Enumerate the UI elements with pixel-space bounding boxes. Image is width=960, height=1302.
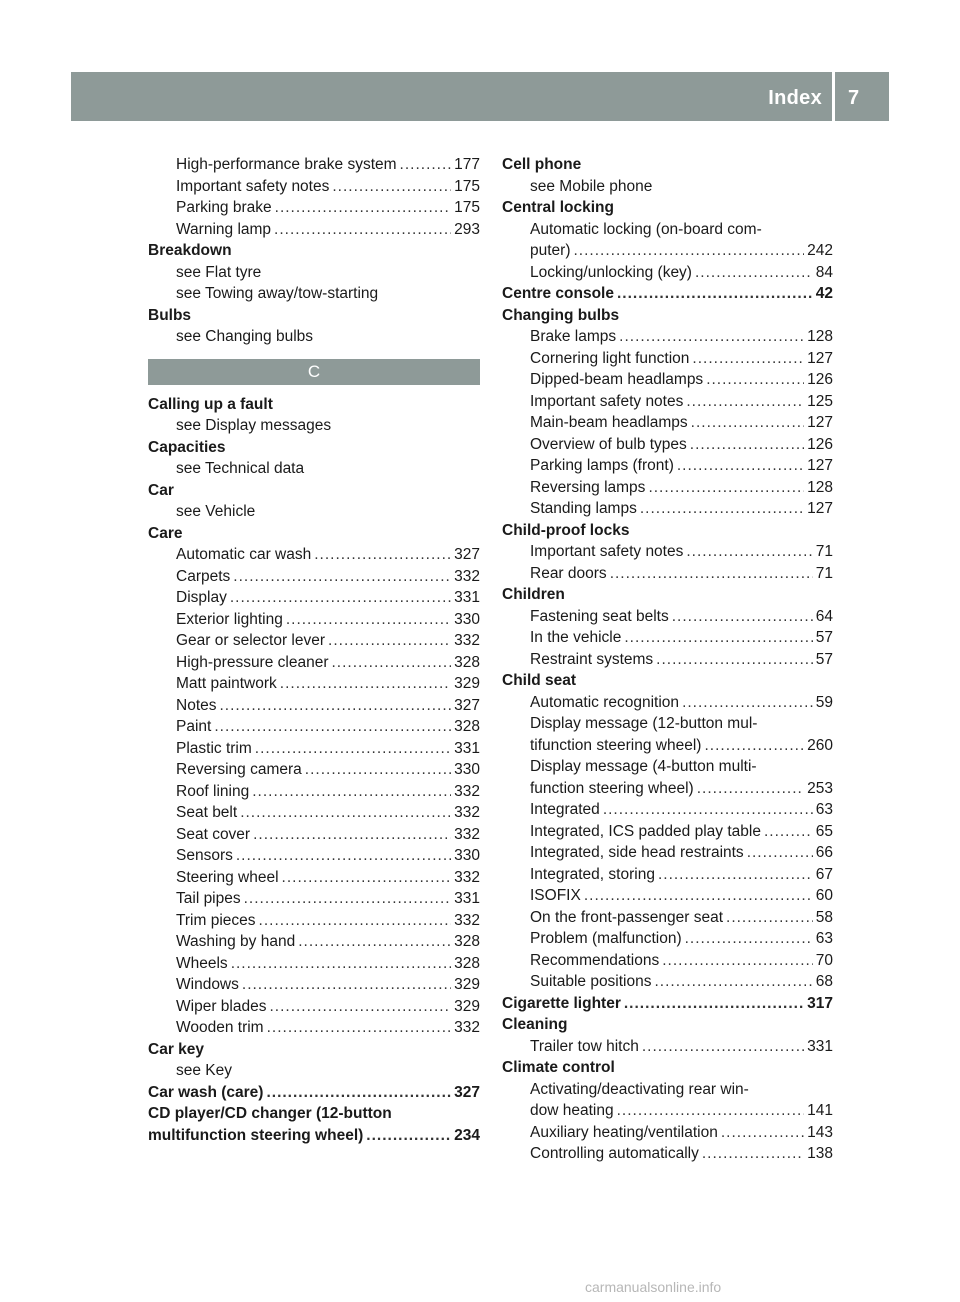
index-column-right xyxy=(502,154,833,1165)
page-reference[interactable]: 330 xyxy=(454,847,480,864)
page-reference[interactable]: 141 xyxy=(807,1102,833,1119)
dot-leader xyxy=(624,993,804,1015)
index-subentry: see Towing away/tow-starting xyxy=(176,285,379,302)
entry-label: Integrated xyxy=(530,801,600,818)
dot-leader xyxy=(242,974,451,996)
page-reference[interactable]: 127 xyxy=(807,457,833,474)
index-subentry[interactable] xyxy=(148,544,480,566)
entry-label: On the front-passenger seat xyxy=(530,908,724,926)
dot-leader xyxy=(280,673,451,695)
dot-leader xyxy=(267,1017,452,1039)
page-reference[interactable]: 332 xyxy=(454,632,480,649)
entry-label: Important safety notes xyxy=(530,543,684,560)
dot-leader xyxy=(658,864,813,886)
index-heading: Climate control xyxy=(502,1059,615,1076)
entry-label: Wheels xyxy=(176,954,228,972)
dot-leader xyxy=(244,888,452,910)
dot-leader xyxy=(747,842,813,864)
entry-label: Display xyxy=(176,589,227,606)
page-reference[interactable]: 42 xyxy=(815,285,833,302)
index-subentry[interactable] xyxy=(148,587,480,609)
dot-leader xyxy=(655,971,813,993)
page-reference[interactable]: 328 xyxy=(454,933,480,950)
page-reference[interactable]: 329 xyxy=(454,997,480,1015)
index-subentry: see Changing bulbs xyxy=(176,328,314,345)
dot-leader xyxy=(617,1100,805,1122)
entry-label: Seat belt xyxy=(176,804,238,821)
index-subentry[interactable] xyxy=(502,821,833,843)
dot-leader xyxy=(686,391,804,413)
dot-leader xyxy=(721,1122,804,1144)
entry-label: multifunction steering wheel) xyxy=(148,1126,364,1144)
index-subentry[interactable] xyxy=(148,910,480,932)
page-reference[interactable]: 331 xyxy=(454,890,480,907)
dot-leader xyxy=(704,735,804,757)
dot-leader xyxy=(314,544,451,566)
index-heading: Child-proof locks xyxy=(502,521,630,539)
index-subentry[interactable] xyxy=(148,931,480,953)
entry-label: In the vehicle xyxy=(530,629,622,646)
index-subentry[interactable] xyxy=(502,950,833,972)
page-reference[interactable]: 332 xyxy=(454,1019,480,1036)
entry-label: Steering wheel xyxy=(176,868,279,886)
index-subentry[interactable] xyxy=(148,630,480,652)
index-subentry[interactable] xyxy=(502,1036,833,1058)
entry-label: Cigarette lighter xyxy=(502,994,621,1012)
dot-leader xyxy=(692,348,804,370)
page-reference[interactable]: 330 xyxy=(454,610,480,628)
page-reference[interactable]: 332 xyxy=(454,567,480,585)
dot-leader xyxy=(695,262,813,284)
index-heading[interactable] xyxy=(148,1125,480,1147)
page-reference[interactable]: 332 xyxy=(454,804,480,821)
entry-label: Plastic trim xyxy=(176,739,252,757)
index-heading: Car xyxy=(148,481,174,499)
index-subentry: see Display messages xyxy=(176,417,332,434)
index-subentry[interactable] xyxy=(502,1122,833,1144)
entry-label: tifunction steering wheel) xyxy=(530,736,702,754)
dot-leader xyxy=(648,477,804,499)
index-subentry: see Technical data xyxy=(176,460,305,477)
dot-leader xyxy=(691,412,804,434)
page-reference[interactable]: 175 xyxy=(454,177,480,195)
entry-label: Overview of bulb types xyxy=(530,435,687,453)
dot-leader xyxy=(220,695,452,717)
page-reference[interactable]: 127 xyxy=(807,414,833,431)
page-reference[interactable]: 327 xyxy=(454,1083,480,1101)
entry-label: Standing lamps xyxy=(530,500,637,517)
index-subentry[interactable] xyxy=(502,369,833,391)
dot-leader xyxy=(764,821,813,843)
dot-leader xyxy=(230,587,451,609)
page-reference[interactable]: 71 xyxy=(815,543,833,560)
index-subentry[interactable] xyxy=(148,867,480,889)
entry-label: Gear or selector lever xyxy=(176,632,326,649)
dot-leader xyxy=(298,931,451,953)
index-subentry[interactable] xyxy=(502,477,833,499)
page-reference[interactable]: 293 xyxy=(454,220,480,238)
entry-label: Warning lamp xyxy=(176,220,272,238)
entry-label: Washing by hand xyxy=(176,933,296,950)
dot-leader xyxy=(640,498,804,520)
page-reference[interactable]: 63 xyxy=(815,930,833,947)
index-heading: Care xyxy=(148,524,183,542)
index-subentry[interactable] xyxy=(148,695,480,717)
page-reference[interactable]: 331 xyxy=(454,589,480,606)
page-title: Index xyxy=(768,87,822,109)
index-subentry[interactable] xyxy=(148,566,480,588)
entry-label: Cornering light function xyxy=(530,349,690,367)
entry-label: Important safety notes xyxy=(176,177,330,195)
entry-label: Wooden trim xyxy=(176,1019,264,1036)
page-reference[interactable]: 127 xyxy=(807,349,833,367)
page-reference[interactable]: 143 xyxy=(807,1123,833,1141)
entry-label: Trailer tow hitch xyxy=(530,1037,639,1055)
index-heading: Cell phone xyxy=(502,156,582,173)
dot-leader xyxy=(252,781,451,803)
dot-leader xyxy=(259,910,452,932)
index-heading: Cleaning xyxy=(502,1016,568,1033)
index-heading: Capacities xyxy=(148,438,226,456)
dot-leader xyxy=(305,759,451,781)
index-subentry[interactable] xyxy=(502,627,833,649)
index-heading: Bulbs xyxy=(148,306,192,324)
page-reference[interactable]: 126 xyxy=(807,371,833,388)
entry-label: Notes xyxy=(176,696,217,714)
entry-label: Recommendations xyxy=(530,951,660,969)
page-reference[interactable]: 70 xyxy=(815,951,833,969)
dot-leader xyxy=(240,802,451,824)
index-subentry[interactable] xyxy=(148,652,480,674)
index-subentry[interactable] xyxy=(502,907,833,929)
entry-label: Matt paintwork xyxy=(176,675,277,692)
index-subentry: see Mobile phone xyxy=(530,177,653,195)
dot-leader xyxy=(624,627,812,649)
dot-leader xyxy=(253,824,451,846)
dot-leader xyxy=(617,283,813,305)
entry-label: Carpets xyxy=(176,567,231,585)
index-heading: CD player/CD changer (12-button xyxy=(148,1105,392,1122)
page-reference[interactable]: 242 xyxy=(807,242,833,259)
page-reference[interactable]: 328 xyxy=(454,653,480,671)
dot-leader xyxy=(690,434,804,456)
index-heading: Changing bulbs xyxy=(502,306,620,324)
page-reference[interactable]: 127 xyxy=(807,500,833,517)
index-subentry[interactable] xyxy=(148,996,480,1018)
entry-label: High-pressure cleaner xyxy=(176,653,329,671)
page-reference[interactable]: 260 xyxy=(807,736,833,754)
dot-leader xyxy=(214,716,451,738)
dot-leader xyxy=(255,738,451,760)
entry-label: Important safety notes xyxy=(530,392,684,410)
page-reference[interactable]: 67 xyxy=(815,865,833,883)
dot-leader xyxy=(603,799,813,821)
entry-label: Automatic recognition xyxy=(530,693,680,711)
index-subentry[interactable] xyxy=(148,802,480,824)
entry-label: Windows xyxy=(176,976,239,993)
dot-leader xyxy=(677,455,804,477)
entry-label: Reversing camera xyxy=(176,761,302,778)
page-reference[interactable]: 59 xyxy=(815,693,833,711)
page-reference[interactable]: 332 xyxy=(454,825,480,843)
index-subentry[interactable] xyxy=(502,1100,833,1122)
page-reference[interactable]: 84 xyxy=(815,263,833,281)
index-subentry[interactable] xyxy=(502,864,833,886)
dot-leader xyxy=(328,630,451,652)
header-divider xyxy=(832,72,835,121)
index-subentry[interactable] xyxy=(502,799,833,821)
index-subentry[interactable] xyxy=(502,971,833,993)
dot-leader xyxy=(656,649,813,671)
dot-leader xyxy=(269,996,451,1018)
index-subentry[interactable] xyxy=(502,326,833,348)
page-reference[interactable]: 331 xyxy=(807,1037,833,1055)
entry-label: High-performance brake system xyxy=(176,156,397,173)
index-heading[interactable] xyxy=(502,283,833,305)
page-reference[interactable]: 328 xyxy=(454,718,480,735)
entry-label: Integrated, storing xyxy=(530,865,655,883)
entry-label: Integrated, side head restraints xyxy=(530,844,744,861)
page-reference[interactable]: 253 xyxy=(807,779,833,797)
page-reference[interactable]: 329 xyxy=(454,675,480,692)
entry-label: Trim pieces xyxy=(176,911,256,929)
index-subentry[interactable] xyxy=(502,692,833,714)
page-reference[interactable]: 317 xyxy=(807,994,833,1012)
dot-leader xyxy=(610,563,813,585)
index-subentry: see Vehicle xyxy=(176,503,256,520)
page-reference[interactable]: 126 xyxy=(807,435,833,453)
page-reference[interactable]: 65 xyxy=(815,822,833,840)
entry-label: Suitable positions xyxy=(530,973,652,990)
dot-leader xyxy=(686,541,812,563)
index-subentry[interactable] xyxy=(502,262,833,284)
page-reference[interactable]: 57 xyxy=(815,650,833,668)
entry-label: Rear doors xyxy=(530,564,607,582)
entry-label: puter) xyxy=(530,242,571,259)
index-subentry: see Key xyxy=(176,1062,233,1079)
entry-label: Restraint systems xyxy=(530,650,654,668)
entry-label: Roof lining xyxy=(176,782,250,800)
index-subentry[interactable] xyxy=(502,649,833,671)
entry-label: Exterior lighting xyxy=(176,610,283,628)
dot-leader xyxy=(672,606,813,628)
dot-leader xyxy=(332,652,452,674)
index-subentry: Display message (4-button multi- xyxy=(530,758,757,775)
index-heading[interactable] xyxy=(148,1082,480,1104)
dot-leader xyxy=(706,369,804,391)
index-subentry[interactable] xyxy=(148,845,480,867)
entry-label: Locking/unlocking (key) xyxy=(530,263,692,281)
dot-leader xyxy=(619,326,804,348)
entry-label: Tail pipes xyxy=(176,890,241,907)
dot-leader xyxy=(231,953,451,975)
index-subentry[interactable] xyxy=(502,1143,833,1165)
index-subentry: see Flat tyre xyxy=(176,263,262,281)
page-reference[interactable]: 332 xyxy=(454,911,480,929)
index-subentry[interactable] xyxy=(148,219,480,241)
entry-label: Integrated, ICS padded play table xyxy=(530,822,761,840)
index-subentry[interactable] xyxy=(502,842,833,864)
index-subentry[interactable] xyxy=(148,824,480,846)
dot-leader xyxy=(584,885,813,907)
index-subentry[interactable] xyxy=(502,455,833,477)
page-reference[interactable]: 63 xyxy=(815,801,833,818)
page-reference[interactable]: 328 xyxy=(454,954,480,972)
page-reference[interactable]: 332 xyxy=(454,868,480,886)
dot-leader xyxy=(400,154,452,176)
page-reference[interactable]: 331 xyxy=(454,739,480,757)
index-subentry[interactable] xyxy=(148,738,480,760)
index-subentry[interactable] xyxy=(502,928,833,950)
dot-leader xyxy=(697,778,804,800)
dot-leader xyxy=(332,176,451,198)
dot-leader xyxy=(282,867,452,889)
index-subentry[interactable] xyxy=(148,197,480,219)
entry-label: Seat cover xyxy=(176,825,251,843)
entry-label: Parking lamps (front) xyxy=(530,457,674,474)
page-reference[interactable]: 57 xyxy=(815,629,833,646)
index-subentry[interactable] xyxy=(502,541,833,563)
page-reference[interactable]: 330 xyxy=(454,761,480,778)
dot-leader xyxy=(286,609,451,631)
dot-leader xyxy=(682,692,813,714)
page-reference[interactable]: 329 xyxy=(454,976,480,993)
page-reference[interactable]: 332 xyxy=(454,782,480,800)
entry-label: Dipped-beam headlamps xyxy=(530,371,704,388)
entry-label: Fastening seat belts xyxy=(530,607,669,625)
page-reference[interactable]: 64 xyxy=(815,607,833,625)
page-reference[interactable]: 68 xyxy=(815,973,833,990)
index-subentry[interactable] xyxy=(148,716,480,738)
entry-label: Sensors xyxy=(176,847,233,864)
entry-label: ISOFIX xyxy=(530,887,581,904)
page-reference[interactable]: 71 xyxy=(815,564,833,582)
index-heading: Central locking xyxy=(502,199,614,216)
index-subentry[interactable] xyxy=(148,609,480,631)
page-number: 7 xyxy=(848,87,860,109)
entry-label: Main-beam headlamps xyxy=(530,414,688,431)
index-subentry[interactable] xyxy=(502,240,833,262)
index-subentry[interactable] xyxy=(148,176,480,198)
page-reference[interactable]: 327 xyxy=(454,696,480,714)
index-column-left xyxy=(148,154,480,1146)
entry-label: Problem (malfunction) xyxy=(530,930,682,947)
index-subentry: Automatic locking (on-board com- xyxy=(530,220,762,238)
index-subentry[interactable] xyxy=(148,974,480,996)
index-subentry[interactable] xyxy=(502,778,833,800)
page-reference[interactable]: 175 xyxy=(454,199,480,216)
entry-label: Paint xyxy=(176,718,212,735)
page-reference[interactable]: 128 xyxy=(807,478,833,496)
entry-label: Centre console xyxy=(502,285,614,302)
page-reference[interactable]: 60 xyxy=(815,887,833,904)
dot-leader xyxy=(574,240,805,262)
index-subentry[interactable] xyxy=(148,673,480,695)
index-subentry[interactable] xyxy=(502,563,833,585)
index-subentry: Display message (12-button mul- xyxy=(530,715,758,732)
index-heading: Breakdown xyxy=(148,242,232,259)
dot-leader xyxy=(702,1143,804,1165)
dot-leader xyxy=(274,219,451,241)
index-subentry[interactable] xyxy=(502,434,833,456)
page-reference[interactable]: 234 xyxy=(454,1126,480,1144)
page-reference[interactable]: 327 xyxy=(454,546,480,563)
page-reference[interactable]: 58 xyxy=(815,908,833,926)
page-reference[interactable]: 177 xyxy=(454,156,480,173)
entry-label: dow heating xyxy=(530,1102,614,1119)
index-subentry[interactable] xyxy=(148,154,480,176)
index-heading: Calling up a fault xyxy=(148,395,273,413)
index-subentry[interactable] xyxy=(502,391,833,413)
dot-leader xyxy=(236,845,451,867)
dot-leader xyxy=(275,197,451,219)
dot-leader xyxy=(366,1125,451,1147)
watermark-text: carmanualsonline.info xyxy=(585,1279,722,1295)
entry-label: Auxiliary heating/ventilation xyxy=(530,1123,718,1141)
index-subentry[interactable] xyxy=(502,885,833,907)
index-heading: Car key xyxy=(148,1040,205,1058)
section-letter-bar: C xyxy=(148,359,480,385)
entry-label: Car wash (care) xyxy=(148,1083,264,1101)
index-subentry[interactable] xyxy=(502,348,833,370)
entry-label: function steering wheel) xyxy=(530,779,694,797)
entry-label: Parking brake xyxy=(176,199,272,216)
index-subentry: Activating/deactivating rear win- xyxy=(530,1080,749,1098)
dot-leader xyxy=(266,1082,451,1104)
dot-leader xyxy=(662,950,813,972)
index-subentry[interactable] xyxy=(148,953,480,975)
entry-label: Automatic car wash xyxy=(176,546,312,563)
index-heading: Children xyxy=(502,586,565,603)
entry-label: Controlling automatically xyxy=(530,1145,699,1162)
page-reference[interactable]: 66 xyxy=(815,844,833,861)
index-subentry[interactable] xyxy=(148,1017,480,1039)
entry-label: Reversing lamps xyxy=(530,478,646,496)
page-reference[interactable]: 125 xyxy=(807,392,833,410)
entry-label: Brake lamps xyxy=(530,328,617,345)
dot-leader xyxy=(233,566,451,588)
index-subentry[interactable] xyxy=(148,888,480,910)
dot-leader xyxy=(685,928,813,950)
index-heading[interactable] xyxy=(502,993,833,1015)
dot-leader xyxy=(726,907,813,929)
page-reference[interactable]: 128 xyxy=(807,328,833,345)
index-subentry[interactable] xyxy=(148,781,480,803)
entry-label: Wiper blades xyxy=(176,997,267,1015)
page-reference[interactable]: 138 xyxy=(807,1145,833,1162)
index-subentry[interactable] xyxy=(502,412,833,434)
dot-leader xyxy=(642,1036,804,1058)
index-subentry[interactable] xyxy=(502,606,833,628)
index-subentry[interactable] xyxy=(502,735,833,757)
index-subentry[interactable] xyxy=(502,498,833,520)
index-heading: Child seat xyxy=(502,672,577,689)
index-subentry[interactable] xyxy=(148,759,480,781)
